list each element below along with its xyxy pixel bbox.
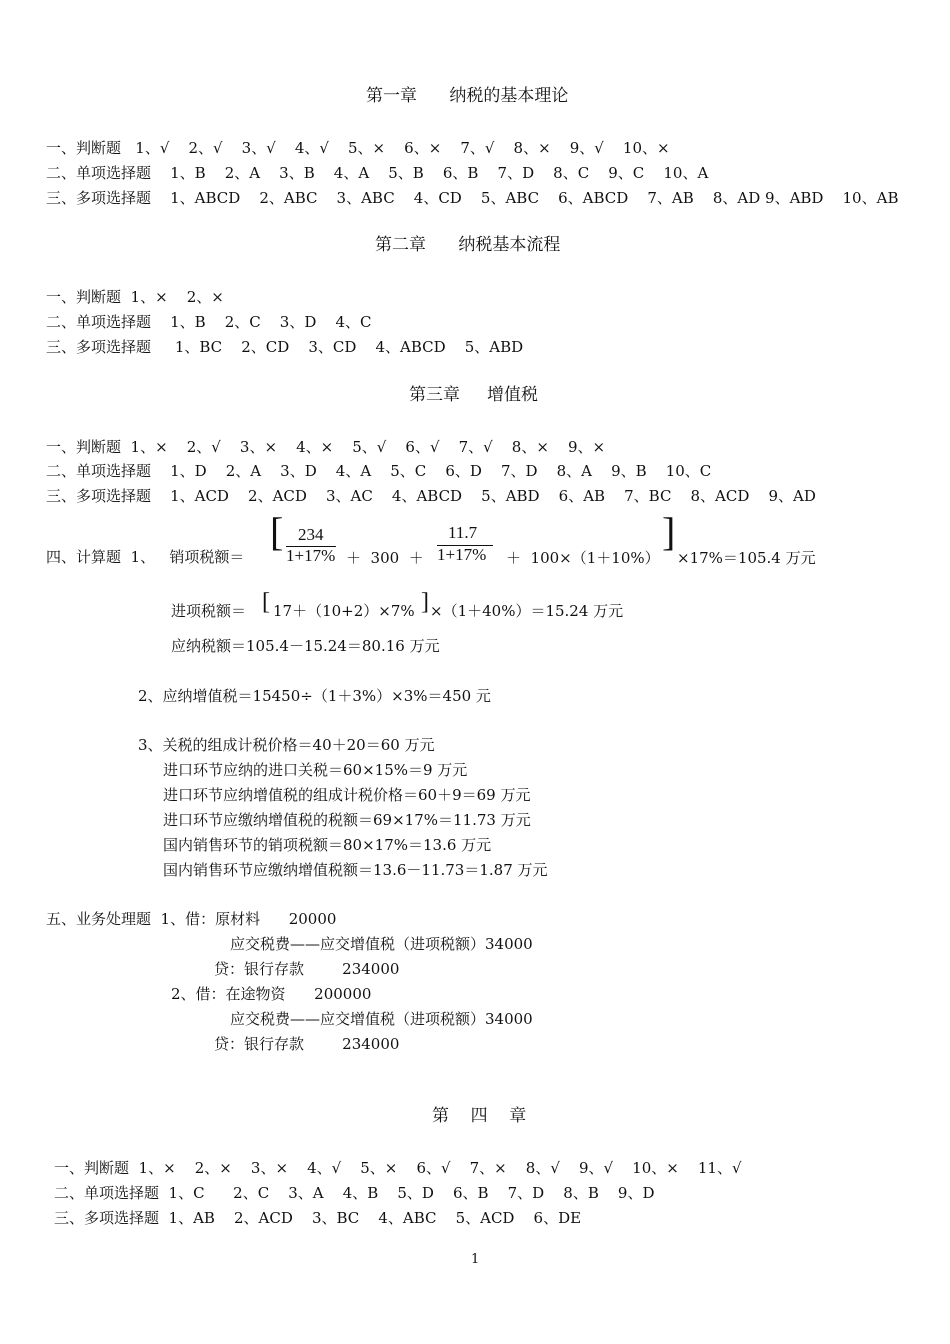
calc-q1-label: 四、计算题 1、 销项税额＝ [46,548,245,566]
ch2-multi-choice-answers: 三、多项选择题 1、BC 2、CD 3、CD 4、ABCD 5、ABD [46,338,524,356]
ch2-judge-answers: 一、判断题 1、× 2、× [46,288,224,306]
chapter3-title: 第三章 增值税 [409,385,539,405]
chapter2-title: 第二章 纳税基本流程 [375,235,561,255]
fraction2-numerator: 11.7 [448,523,478,542]
input-left-bracket: [ [262,589,270,615]
biz-q1-debit-vat: 应交税费——应交增值税（进项税额）34000 [230,935,533,953]
input-tax-label: 进项税额＝ [171,602,247,620]
output-tax-result: ×17%＝105.4 万元 [677,549,816,567]
fraction2-denominator: 1+17% [437,545,487,564]
ch1-single-choice-answers: 二、单项选择题 1、B 2、A 3、B 4、A 5、B 6、B 7、D 8、C 9、C 10、A [46,164,709,182]
calc-q3-line3: 进口环节应纳增值税的组成计税价格＝60＋9＝69 万元 [163,786,531,804]
left-bracket: [ [270,509,284,554]
input-tax-expression: 17＋（10+2）×7% [273,602,415,620]
biz-q2-debit: 2、借：在途物资 200000 [171,985,372,1003]
calc-q3-line1: 3、关税的组成计税价格＝40＋20＝60 万元 [138,736,435,754]
chapter4-title: 第 四 章 [432,1106,527,1126]
plus-100-times: ＋ 100×（1＋10%） [506,549,660,567]
ch4-multi-choice-answers: 三、多项选择题 1、AB 2、ACD 3、BC 4、ABC 5、ACD 6、DE [54,1209,582,1227]
ch4-single-choice-answers: 二、单项选择题 1、C 2、C 3、A 4、B 5、D 6、B 7、D 8、B 9、D [54,1184,655,1202]
biz-q2-debit-vat: 应交税费——应交增值税（进项税额）34000 [230,1010,533,1028]
ch2-single-choice-answers: 二、单项选择题 1、B 2、C 3、D 4、C [46,313,372,331]
calc-q2: 2、应纳增值税＝15450÷（1＋3%）×3%＝450 元 [138,687,491,705]
chapter1-title: 第一章 纳税的基本理论 [366,86,569,106]
ch3-single-choice-answers: 二、单项选择题 1、D 2、A 3、D 4、A 5、C 6、D 7、D 8、A 9、B 10、C [46,462,712,480]
biz-q1-credit: 贷：银行存款 234000 [214,960,400,978]
biz-q2-credit: 贷：银行存款 234000 [214,1035,400,1053]
payable-tax: 应纳税额＝105.4－15.24＝80.16 万元 [171,637,440,655]
ch1-judge-answers: 一、判断题 1、√ 2、√ 3、√ 4、√ 5、× 6、× 7、√ 8、× 9、√ 10、× [46,139,670,157]
calc-q3-line2: 进口环节应纳的进口关税＝60×15%＝9 万元 [163,761,468,779]
input-tax-result: ×（1＋40%）＝15.24 万元 [430,602,624,620]
page-number: 1 [471,1252,480,1267]
fraction1-denominator: 1+17% [286,546,336,565]
ch3-multi-choice-answers: 三、多项选择题 1、ACD 2、ACD 3、AC 4、ABCD 5、ABD 6、AB 7、BC 8、ACD 9、AD [46,487,816,505]
input-right-bracket: ] [421,589,429,615]
ch1-multi-choice-answers: 三、多项选择题 1、ABCD 2、ABC 3、ABC 4、CD 5、ABC 6、ABCD 7、AB 8、AD 9、ABD 10、AB [46,189,899,207]
calc-q3-line6: 国内销售环节应缴纳增值税额＝13.6－11.73＝1.87 万元 [163,861,548,879]
right-bracket: ] [662,509,676,554]
plus-300-plus: ＋ 300 ＋ [346,549,424,567]
ch4-judge-answers: 一、判断题 1、× 2、× 3、× 4、√ 5、× 6、√ 7、× 8、√ 9、√ 10、× 11、√ [54,1159,742,1177]
fraction1-numerator: 234 [298,525,324,544]
biz-q1-debit: 五、业务处理题 1、借：原材料 20000 [46,910,337,928]
calc-q3-line5: 国内销售环节的销项税额＝80×17%＝13.6 万元 [163,836,492,854]
ch3-judge-answers: 一、判断题 1、× 2、√ 3、× 4、× 5、√ 6、√ 7、√ 8、× 9、× [46,438,606,456]
calc-q3-line4: 进口环节应缴纳增值税的税额＝69×17%＝11.73 万元 [163,811,531,829]
